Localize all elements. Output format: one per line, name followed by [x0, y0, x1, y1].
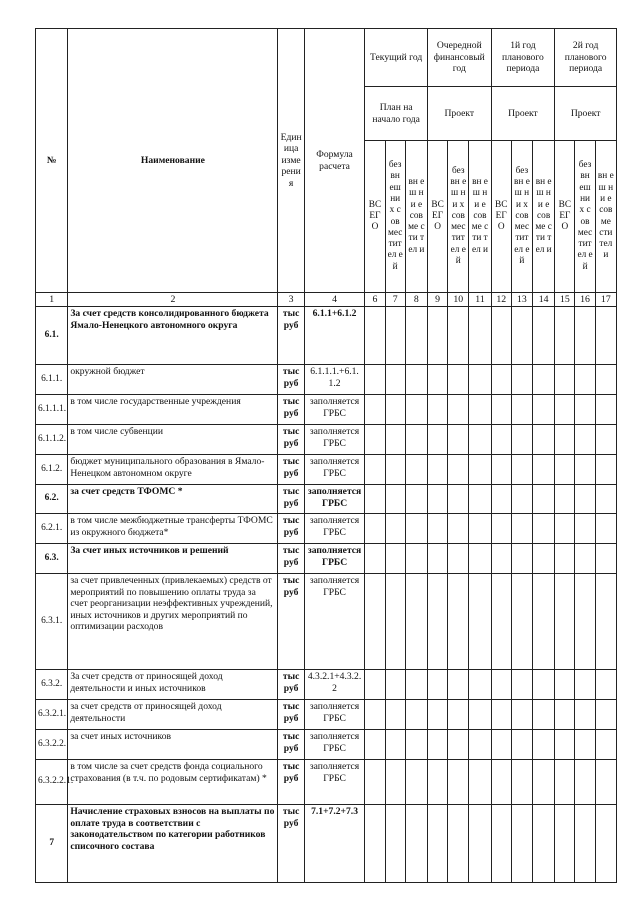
row-unit: тыс руб — [278, 485, 304, 514]
column-number: 1 — [36, 293, 68, 307]
value-cell — [365, 544, 385, 574]
value-cell — [575, 455, 595, 485]
header-period-plan1: 1й год планового периода — [491, 29, 555, 87]
value-cell — [405, 574, 427, 670]
table-row — [36, 700, 617, 730]
row-unit: тыс руб — [278, 760, 304, 805]
table-row — [36, 730, 617, 760]
row-name: За счет иных источников и решений — [68, 544, 278, 574]
row-unit: тыс руб — [278, 670, 304, 700]
header-without-ext: без вн еш ни х сов мес тит ел ей — [385, 141, 405, 293]
row-name: бюджет муниципального образования в Ямало-Ненецком автономном округе — [68, 455, 278, 485]
value-cell — [491, 395, 511, 425]
value-cell — [533, 700, 555, 730]
value-cell — [555, 425, 575, 455]
value-cell — [595, 514, 616, 544]
value-cell — [427, 514, 447, 544]
row-unit: тыс руб — [278, 514, 304, 544]
table-row — [36, 425, 617, 455]
row-name: за счет средств от приносящей доход деятельности — [68, 700, 278, 730]
value-cell — [448, 425, 469, 455]
row-number: 6.3.2.2. — [36, 730, 68, 760]
value-cell — [491, 544, 511, 574]
value-cell — [448, 485, 469, 514]
value-cell — [575, 670, 595, 700]
column-number: 14 — [533, 293, 555, 307]
row-number: 6.1.1.1. — [36, 395, 68, 425]
column-number: 10 — [448, 293, 469, 307]
value-cell — [448, 395, 469, 425]
table-row — [36, 670, 617, 700]
value-cell — [533, 307, 555, 365]
header-period-next: Очередной финансовый год — [427, 29, 491, 87]
value-cell — [555, 574, 575, 670]
row-number: 6.2.1. — [36, 514, 68, 544]
value-cell — [469, 544, 491, 574]
value-cell — [575, 805, 595, 883]
value-cell — [595, 574, 616, 670]
header-period-current: Текущий год — [365, 29, 428, 87]
value-cell — [365, 730, 385, 760]
row-formula: 6.1.1.1.+6.1.1.2 — [304, 365, 365, 395]
row-number: 6.2. — [36, 485, 68, 514]
value-cell — [491, 670, 511, 700]
row-formula: заполняется ГРБС — [304, 455, 365, 485]
value-cell — [427, 425, 447, 455]
value-cell — [385, 455, 405, 485]
value-cell — [575, 365, 595, 395]
value-cell — [491, 514, 511, 544]
value-cell — [555, 730, 575, 760]
value-cell — [385, 760, 405, 805]
value-cell — [533, 574, 555, 670]
value-cell — [448, 514, 469, 544]
column-number: 17 — [595, 293, 616, 307]
value-cell — [511, 455, 532, 485]
column-number: 12 — [491, 293, 511, 307]
value-cell — [555, 365, 575, 395]
column-number: 2 — [68, 293, 278, 307]
value-cell — [511, 760, 532, 805]
value-cell — [385, 670, 405, 700]
value-cell — [427, 365, 447, 395]
value-cell — [575, 485, 595, 514]
row-number: 6.1.1.2. — [36, 425, 68, 455]
value-cell — [385, 730, 405, 760]
row-name: в том числе субвенции — [68, 425, 278, 455]
column-number: 4 — [304, 293, 365, 307]
header-total: ВС ЕГ О — [365, 141, 385, 293]
value-cell — [448, 544, 469, 574]
column-number: 13 — [511, 293, 532, 307]
header-total: ВС ЕГ О — [427, 141, 447, 293]
value-cell — [385, 574, 405, 670]
row-number: 7 — [36, 805, 68, 883]
value-cell — [555, 700, 575, 730]
value-cell — [469, 307, 491, 365]
header-unit: Един ица изме рени я — [278, 29, 304, 293]
value-cell — [595, 365, 616, 395]
value-cell — [533, 544, 555, 574]
value-cell — [427, 485, 447, 514]
value-cell — [595, 805, 616, 883]
value-cell — [575, 544, 595, 574]
row-name: в том числе межбюджетные трансферты ТФОМС из окружного бюджета* — [68, 514, 278, 544]
row-number: 6.3.2.1. — [36, 700, 68, 730]
value-cell — [491, 574, 511, 670]
row-number: 6.1.2. — [36, 455, 68, 485]
table-row — [36, 514, 617, 544]
row-formula: 4.3.2.1+4.3.2.2 — [304, 670, 365, 700]
header-external: вн еш ни е сов ме сти тел и — [469, 141, 491, 293]
value-cell — [511, 544, 532, 574]
row-name: в том числе за счет средств фонда социального страхования (в т.ч. по родовым сертификатам) * — [68, 760, 278, 805]
row-name: Начисление страховых взносов на выплаты по оплате труда в соответствии с законодательством по категории работников списочного состава — [68, 805, 278, 883]
value-cell — [491, 365, 511, 395]
value-cell — [405, 365, 427, 395]
value-cell — [555, 760, 575, 805]
value-cell — [595, 425, 616, 455]
table-row — [36, 485, 617, 514]
value-cell — [595, 544, 616, 574]
value-cell — [491, 805, 511, 883]
row-formula: заполняется ГРБС — [304, 425, 365, 455]
value-cell — [511, 485, 532, 514]
value-cell — [365, 574, 385, 670]
row-number: 6.3.2.2.1. — [36, 760, 68, 805]
value-cell — [405, 514, 427, 544]
row-formula: заполняется ГРБС — [304, 395, 365, 425]
value-cell — [385, 805, 405, 883]
header-period-plan2: 2й год планового периода — [555, 29, 617, 87]
value-cell — [533, 805, 555, 883]
value-cell — [555, 544, 575, 574]
value-cell — [533, 514, 555, 544]
value-cell — [595, 730, 616, 760]
value-cell — [385, 485, 405, 514]
column-number: 7 — [385, 293, 405, 307]
value-cell — [533, 485, 555, 514]
row-name: в том числе государственные учреждения — [68, 395, 278, 425]
row-unit: тыс руб — [278, 307, 304, 365]
value-cell — [448, 455, 469, 485]
table-body — [36, 307, 617, 883]
value-cell — [555, 485, 575, 514]
row-number: 6.3.1. — [36, 574, 68, 670]
column-number: 15 — [555, 293, 575, 307]
value-cell — [448, 730, 469, 760]
header-external: вн еш ни е сов ме сти тел и — [595, 141, 616, 293]
value-cell — [469, 425, 491, 455]
column-numbers-row — [36, 293, 617, 307]
value-cell — [555, 395, 575, 425]
value-cell — [365, 670, 385, 700]
row-formula: заполняется ГРБС — [304, 514, 365, 544]
value-cell — [511, 670, 532, 700]
row-unit: тыс руб — [278, 805, 304, 883]
value-cell — [491, 307, 511, 365]
value-cell — [469, 365, 491, 395]
value-cell — [448, 574, 469, 670]
value-cell — [448, 670, 469, 700]
budget-table — [35, 28, 617, 883]
table-header — [36, 29, 617, 307]
value-cell — [595, 670, 616, 700]
row-formula: заполняется ГРБС — [304, 574, 365, 670]
header-plan: План на начало года — [365, 87, 428, 141]
value-cell — [365, 485, 385, 514]
value-cell — [405, 730, 427, 760]
value-cell — [511, 805, 532, 883]
header-without-ext: без вн еш ни х сов мес тит ел ей — [448, 141, 469, 293]
value-cell — [448, 365, 469, 395]
value-cell — [405, 805, 427, 883]
value-cell — [365, 700, 385, 730]
row-formula: 6.1.1+6.1.2 — [304, 307, 365, 365]
value-cell — [365, 805, 385, 883]
value-cell — [511, 574, 532, 670]
value-cell — [533, 670, 555, 700]
value-cell — [511, 514, 532, 544]
value-cell — [385, 425, 405, 455]
value-cell — [469, 760, 491, 805]
value-cell — [365, 365, 385, 395]
value-cell — [448, 760, 469, 805]
table-row — [36, 760, 617, 805]
value-cell — [575, 730, 595, 760]
row-name: за счет привлеченных (привлекаемых) средств от мероприятий по повышению оплаты труда за счет реорганизации неэффективных учреждений, иных источников и других мероприятий по оптимизации расходов — [68, 574, 278, 670]
table-row — [36, 544, 617, 574]
value-cell — [595, 307, 616, 365]
value-cell — [385, 544, 405, 574]
column-number: 6 — [365, 293, 385, 307]
row-number: 6.3. — [36, 544, 68, 574]
row-name: за счет средств ТФОМС * — [68, 485, 278, 514]
value-cell — [533, 455, 555, 485]
value-cell — [448, 700, 469, 730]
value-cell — [405, 760, 427, 805]
row-unit: тыс руб — [278, 365, 304, 395]
table-row — [36, 307, 617, 365]
value-cell — [595, 395, 616, 425]
value-cell — [595, 485, 616, 514]
row-name: За счет средств от приносящей доход деятельности и иных источников — [68, 670, 278, 700]
value-cell — [385, 514, 405, 544]
value-cell — [365, 395, 385, 425]
header-project: Проект — [555, 87, 617, 141]
value-cell — [555, 455, 575, 485]
header-formula: Формула расчета — [304, 29, 365, 293]
value-cell — [533, 425, 555, 455]
value-cell — [469, 455, 491, 485]
row-unit: тыс руб — [278, 574, 304, 670]
value-cell — [405, 544, 427, 574]
column-number: 11 — [469, 293, 491, 307]
value-cell — [427, 455, 447, 485]
value-cell — [533, 395, 555, 425]
value-cell — [511, 365, 532, 395]
value-cell — [511, 730, 532, 760]
row-unit: тыс руб — [278, 730, 304, 760]
row-name: окружной бюджет — [68, 365, 278, 395]
value-cell — [575, 395, 595, 425]
row-unit: тыс руб — [278, 395, 304, 425]
value-cell — [385, 365, 405, 395]
value-cell — [365, 514, 385, 544]
value-cell — [491, 730, 511, 760]
row-number: 6.1. — [36, 307, 68, 365]
column-number: 8 — [405, 293, 427, 307]
value-cell — [575, 760, 595, 805]
value-cell — [491, 760, 511, 805]
value-cell — [555, 514, 575, 544]
value-cell — [469, 574, 491, 670]
row-formula: заполняется ГРБС — [304, 544, 365, 574]
value-cell — [575, 700, 595, 730]
value-cell — [511, 700, 532, 730]
column-number: 9 — [427, 293, 447, 307]
row-name: За счет средств консолидированного бюджета Ямало-Ненецкого автономного округа — [68, 307, 278, 365]
value-cell — [533, 730, 555, 760]
value-cell — [405, 395, 427, 425]
header-external: вн еш ни е сов ме сти тел и — [405, 141, 427, 293]
row-formula: заполняется ГРБС — [304, 730, 365, 760]
value-cell — [469, 700, 491, 730]
header-without-ext: без вн еш ни х сов мес тит ел ей — [575, 141, 595, 293]
value-cell — [427, 574, 447, 670]
value-cell — [427, 700, 447, 730]
row-unit: тыс руб — [278, 544, 304, 574]
header-total: ВС ЕГ О — [491, 141, 511, 293]
value-cell — [511, 395, 532, 425]
value-cell — [469, 514, 491, 544]
value-cell — [533, 365, 555, 395]
value-cell — [365, 760, 385, 805]
value-cell — [385, 395, 405, 425]
value-cell — [405, 455, 427, 485]
value-cell — [511, 425, 532, 455]
value-cell — [555, 805, 575, 883]
value-cell — [555, 670, 575, 700]
value-cell — [491, 485, 511, 514]
value-cell — [405, 700, 427, 730]
value-cell — [427, 395, 447, 425]
row-formula: 7.1+7.2+7.3 — [304, 805, 365, 883]
row-number: 6.1.1. — [36, 365, 68, 395]
value-cell — [427, 307, 447, 365]
value-cell — [469, 730, 491, 760]
value-cell — [595, 455, 616, 485]
value-cell — [385, 307, 405, 365]
value-cell — [448, 805, 469, 883]
row-formula: заполняется ГРБС — [304, 760, 365, 805]
column-number: 3 — [278, 293, 304, 307]
value-cell — [405, 307, 427, 365]
value-cell — [365, 455, 385, 485]
value-cell — [405, 670, 427, 700]
column-number: 16 — [575, 293, 595, 307]
row-unit: тыс руб — [278, 455, 304, 485]
header-name: Наименование — [68, 29, 278, 293]
table-row — [36, 574, 617, 670]
row-number: 6.3.2. — [36, 670, 68, 700]
value-cell — [427, 544, 447, 574]
row-name: за счет иных источников — [68, 730, 278, 760]
value-cell — [469, 670, 491, 700]
value-cell — [575, 307, 595, 365]
header-project: Проект — [427, 87, 491, 141]
value-cell — [491, 425, 511, 455]
value-cell — [427, 760, 447, 805]
table-row — [36, 395, 617, 425]
value-cell — [575, 425, 595, 455]
row-unit: тыс руб — [278, 700, 304, 730]
table-row — [36, 365, 617, 395]
value-cell — [469, 485, 491, 514]
table-row — [36, 455, 617, 485]
value-cell — [491, 455, 511, 485]
value-cell — [385, 700, 405, 730]
row-formula: заполняется ГРБС — [304, 700, 365, 730]
header-project: Проект — [491, 87, 555, 141]
value-cell — [405, 485, 427, 514]
value-cell — [427, 730, 447, 760]
value-cell — [427, 670, 447, 700]
value-cell — [491, 700, 511, 730]
value-cell — [365, 307, 385, 365]
value-cell — [575, 514, 595, 544]
header-number: № — [36, 29, 68, 293]
value-cell — [365, 425, 385, 455]
value-cell — [469, 805, 491, 883]
row-unit: тыс руб — [278, 425, 304, 455]
header-external: вн еш ни е сов ме сти тел и — [533, 141, 555, 293]
table-row — [36, 805, 617, 883]
value-cell — [595, 760, 616, 805]
value-cell — [469, 395, 491, 425]
value-cell — [511, 307, 532, 365]
value-cell — [595, 700, 616, 730]
value-cell — [575, 574, 595, 670]
value-cell — [405, 425, 427, 455]
header-without-ext: без вн еш ни х сов мес тит ел ей — [511, 141, 532, 293]
value-cell — [555, 307, 575, 365]
value-cell — [533, 760, 555, 805]
value-cell — [427, 805, 447, 883]
row-formula: заполняется ГРБС — [304, 485, 365, 514]
value-cell — [448, 307, 469, 365]
header-total: ВС ЕГ О — [555, 141, 575, 293]
